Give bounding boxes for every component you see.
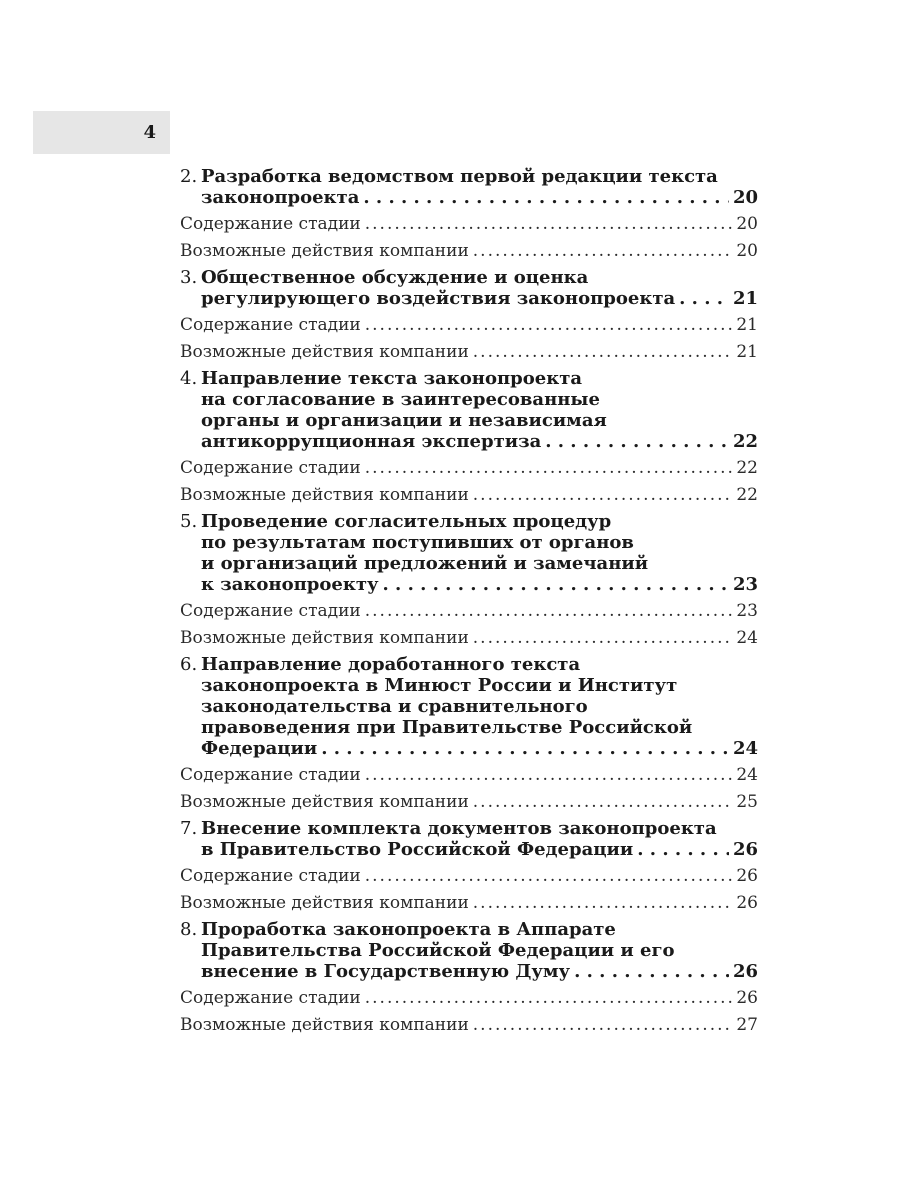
- dot-leader: [679, 288, 729, 309]
- toc-entry: [180, 919, 758, 1036]
- section-heading-line[interactable]: [180, 389, 758, 410]
- subsection-label: Возможные действия компании: [180, 241, 469, 261]
- subsection-line[interactable]: [180, 792, 758, 813]
- section-title-text: внесение в Государственную Думу: [201, 961, 571, 982]
- section-title-text: Правительства Российской Федерации и его: [201, 940, 675, 961]
- section-title-text: органы и организации и независимая: [201, 410, 607, 431]
- subsection-page-number: 25: [736, 792, 758, 812]
- subsection-line[interactable]: [180, 458, 758, 479]
- section-title-text: Внесение комплекта документов законопроекта: [201, 818, 717, 839]
- page-number-tab: [33, 111, 170, 154]
- section-title-text: законодательства и сравнительного: [201, 696, 588, 717]
- table-of-contents: [180, 166, 758, 1041]
- subsection-page-number: 22: [736, 485, 758, 505]
- subsection-label: Возможные действия компании: [180, 628, 469, 648]
- dot-leader: [321, 738, 729, 759]
- dot-leader: [545, 431, 729, 452]
- subsection-label: Возможные действия компании: [180, 893, 469, 913]
- page-number: 4: [143, 122, 156, 143]
- section-heading-line[interactable]: [180, 288, 758, 309]
- dot-leader: [365, 458, 733, 479]
- section-heading-line[interactable]: [180, 839, 758, 860]
- section-heading-line[interactable]: [180, 166, 758, 187]
- section-heading-line[interactable]: [180, 553, 758, 574]
- subsection-line[interactable]: [180, 893, 758, 914]
- toc-entry: [180, 267, 758, 363]
- subsection-page-number: 21: [736, 342, 758, 362]
- section-heading-line[interactable]: [180, 431, 758, 452]
- section-heading-line[interactable]: [180, 961, 758, 982]
- section-number: 5.: [180, 511, 198, 532]
- subsection-line[interactable]: [180, 315, 758, 336]
- subsection-page-number: 26: [736, 866, 758, 886]
- subsection-line[interactable]: [180, 241, 758, 262]
- toc-entry: [180, 511, 758, 649]
- section-title-text: законопроекта в Минюст России и Институт: [201, 675, 678, 696]
- subsection-page-number: 26: [736, 988, 758, 1008]
- section-heading-line[interactable]: [180, 675, 758, 696]
- dot-leader: [383, 574, 729, 595]
- section-title-text: Федерации: [201, 738, 318, 759]
- dot-leader: [365, 315, 733, 336]
- toc-entry: [180, 368, 758, 506]
- dot-leader: [473, 485, 733, 506]
- subsection-label: Возможные действия компании: [180, 342, 469, 362]
- dot-leader: [473, 342, 733, 363]
- section-page-number: 23: [732, 574, 758, 595]
- subsection-page-number: 26: [736, 893, 758, 913]
- section-heading-line[interactable]: [180, 940, 758, 961]
- toc-entry: [180, 654, 758, 813]
- subsection-page-number: 23: [736, 601, 758, 621]
- section-number: 2.: [180, 166, 198, 187]
- section-number: 3.: [180, 267, 198, 288]
- section-title-text: и организаций предложений и замечаний: [201, 553, 649, 574]
- section-title-text: Общественное обсуждение и оценка: [201, 267, 589, 288]
- section-page-number: 26: [732, 839, 758, 860]
- subsection-line[interactable]: [180, 1015, 758, 1036]
- subsection-label: Содержание стадии: [180, 601, 361, 621]
- subsection-line[interactable]: [180, 342, 758, 363]
- section-title-text: в Правительство Российской Федерации: [201, 839, 634, 860]
- section-number: 7.: [180, 818, 198, 839]
- subsection-label: Содержание стадии: [180, 866, 361, 886]
- section-heading-line[interactable]: [180, 511, 758, 532]
- section-title-text: Направление текста законопроекта: [201, 368, 583, 389]
- subsection-line[interactable]: [180, 765, 758, 786]
- dot-leader: [365, 214, 733, 235]
- section-heading-line[interactable]: [180, 738, 758, 759]
- dot-leader: [637, 839, 729, 860]
- dot-leader: [363, 187, 729, 208]
- dot-leader: [473, 1015, 733, 1036]
- section-heading-line[interactable]: [180, 532, 758, 553]
- section-title-text: по результатам поступивших от органов: [201, 532, 634, 553]
- section-title-text: регулирующего воздействия законопроекта: [201, 288, 676, 309]
- dot-leader: [473, 628, 733, 649]
- section-title-text: Проведение согласительных процедур: [201, 511, 612, 532]
- section-heading-line[interactable]: [180, 187, 758, 208]
- section-page-number: 24: [732, 738, 758, 759]
- dot-leader: [473, 893, 733, 914]
- subsection-label: Содержание стадии: [180, 214, 361, 234]
- subsection-label: Возможные действия компании: [180, 792, 469, 812]
- subsection-line[interactable]: [180, 628, 758, 649]
- dot-leader: [365, 765, 733, 786]
- subsection-label: Возможные действия компании: [180, 1015, 469, 1035]
- section-number: 6.: [180, 654, 198, 675]
- section-title-text: к законопроекту: [201, 574, 379, 595]
- subsection-label: Содержание стадии: [180, 765, 361, 785]
- section-heading-line[interactable]: [180, 654, 758, 675]
- subsection-line[interactable]: [180, 485, 758, 506]
- subsection-label: Возможные действия компании: [180, 485, 469, 505]
- section-heading-line[interactable]: [180, 267, 758, 288]
- section-title-text: Разработка ведомством первой редакции текста: [201, 166, 718, 187]
- section-page-number: 21: [732, 288, 758, 309]
- subsection-line[interactable]: [180, 866, 758, 887]
- dot-leader: [365, 601, 733, 622]
- subsection-page-number: 20: [736, 214, 758, 234]
- section-page-number: 22: [732, 431, 758, 452]
- section-title-text: Проработка законопроекта в Аппарате: [201, 919, 616, 940]
- subsection-label: Содержание стадии: [180, 458, 361, 478]
- subsection-label: Содержание стадии: [180, 988, 361, 1008]
- section-page-number: 26: [732, 961, 758, 982]
- subsection-page-number: 24: [736, 765, 758, 785]
- subsection-label: Содержание стадии: [180, 315, 361, 335]
- subsection-page-number: 20: [736, 241, 758, 261]
- section-title-text: Направление доработанного текста: [201, 654, 581, 675]
- subsection-line[interactable]: [180, 988, 758, 1009]
- section-heading-line[interactable]: [180, 696, 758, 717]
- subsection-line[interactable]: [180, 214, 758, 235]
- section-heading-line[interactable]: [180, 919, 758, 940]
- section-heading-line[interactable]: [180, 410, 758, 431]
- section-heading-line[interactable]: [180, 717, 758, 738]
- section-number: 4.: [180, 368, 198, 389]
- subsection-page-number: 21: [736, 315, 758, 335]
- section-title-text: антикоррупционная экспертиза: [201, 431, 542, 452]
- section-heading-line[interactable]: [180, 818, 758, 839]
- subsection-page-number: 22: [736, 458, 758, 478]
- dot-leader: [365, 988, 733, 1009]
- section-number: 8.: [180, 919, 198, 940]
- section-heading-line[interactable]: [180, 574, 758, 595]
- subsection-page-number: 27: [736, 1015, 758, 1035]
- dot-leader: [473, 792, 733, 813]
- dot-leader: [574, 961, 729, 982]
- subsection-page-number: 24: [736, 628, 758, 648]
- dot-leader: [473, 241, 733, 262]
- section-heading-line[interactable]: [180, 368, 758, 389]
- section-page-number: 20: [732, 187, 758, 208]
- dot-leader: [365, 866, 733, 887]
- section-title-text: правоведения при Правительстве Российской: [201, 717, 693, 738]
- subsection-line[interactable]: [180, 601, 758, 622]
- section-title-text: на согласование в заинтересованные: [201, 389, 600, 410]
- toc-entry: [180, 818, 758, 914]
- toc-entry: [180, 166, 758, 262]
- section-title-text: законопроекта: [201, 187, 360, 208]
